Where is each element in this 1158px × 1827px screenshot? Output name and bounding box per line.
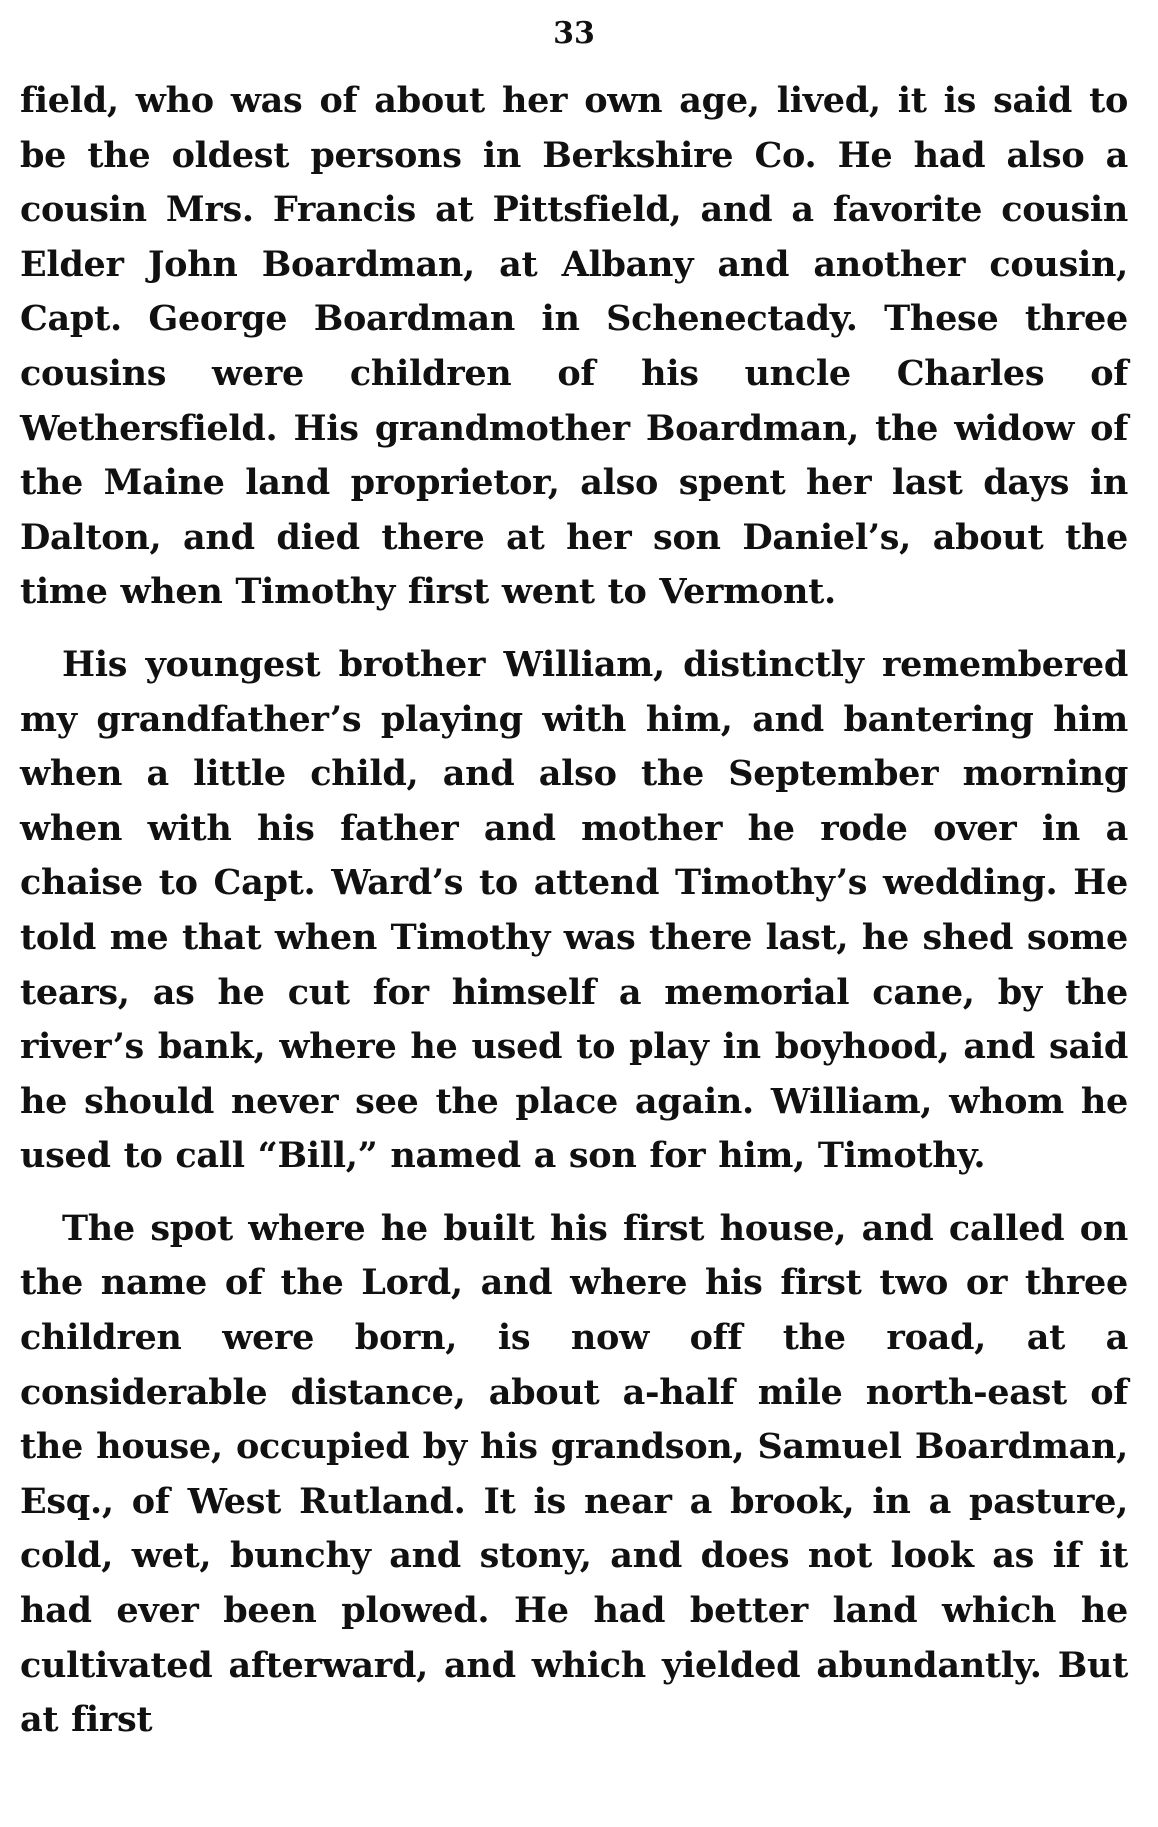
paragraph-2: His youngest brother William, distinctly remembered my grandfather’s playing with him, and bantering him when a little child, and also the September morning when with his father and mother he rode over in a chaise to Capt. Ward’s to attend Timothy’s wedding. He told me that when Timothy was there last, he shed some tears, as he cut for himself a memorial cane, by the river’s bank, where he used to play in boyhood, and said he should never see the place again. William, whom he used to call “Bill,” named a son for him, Timothy. <box>20 643 1128 1177</box>
paragraph-3: The spot where he built his first house, and called on the name of the Lord, and where his first two or three children were born, is now off the road, at a considerable distance, about a-half mile north-east of the house, occupied by his grandson, Samuel Boardman, Esq., of West Rutland. It is near a brook, in a pasture, cold, wet, bunchy and stony, and does not look as if it had ever been plowed. He had better land which he cultivated afterward, and which yielded abundantly. But at first <box>20 1207 1128 1741</box>
page-number: 33 <box>553 16 595 51</box>
paragraph-1: field, who was of about her own age, lived, it is said to be the oldest persons in Berkshire Co. He had also a cousin Mrs. Francis at Pittsfield, and a favorite cousin Elder John Boardman, at Albany and another cousin, Capt. George Boardman in Schenectady. These three cousins were children of his uncle Charles of Wethersfield. His grandmother Boardman, the widow of the Maine land proprietor, also spent her last days in Dalton, and died there at her son Daniel’s, about the time when Timothy first went to Vermont. <box>20 80 1128 613</box>
